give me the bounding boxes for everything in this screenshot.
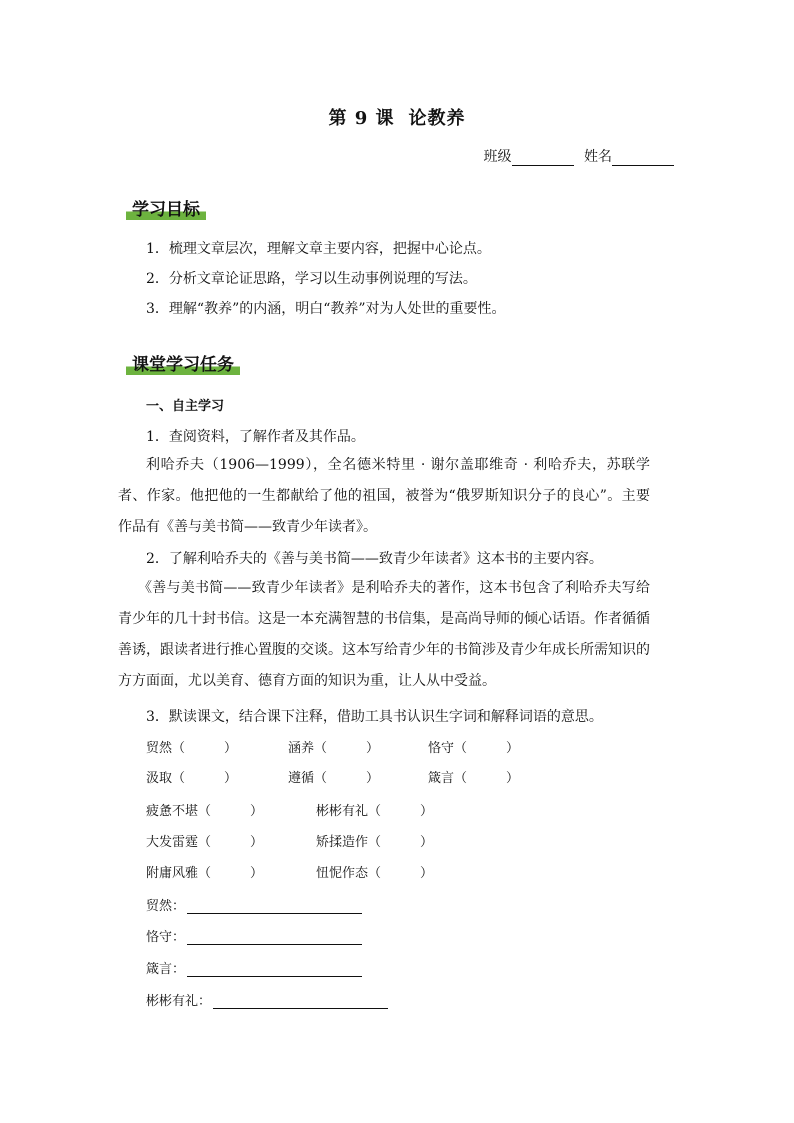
vocab-item: 大发雷霆（ ） [146, 835, 264, 850]
answer-line[interactable] [187, 963, 362, 977]
answer-line[interactable] [187, 900, 362, 914]
page-title [0, 104, 794, 130]
objective-item: 1．梳理文章层次，理解文章主要内容，把握中心论点。 [146, 241, 491, 257]
explain-row [146, 990, 388, 1009]
explain-label: 恪守： [146, 930, 186, 945]
lesson-name: 论教养 [408, 108, 466, 129]
explain-row [146, 895, 362, 914]
book-intro-paragraph: 《善与美书简——致青少年读者》是利哈乔夫的著作，这本书包含了利哈乔夫写给青少年的几十封书信。这是一本充满智慧的书信集，是高尚导师的倾心话语。作者循循善诱，跟读者进行推心置腹的交谈。这本写给青少年的书简涉及青少年成长所需知识的方方面面，尤以美育、德育方面的知识为重，让人从中受益。 [118, 580, 650, 689]
vocab-item: 疲惫不堪（ ） [146, 804, 264, 819]
vocab-item: 恪守（ ） [428, 741, 520, 756]
class-blank[interactable] [512, 151, 574, 166]
name-label: 姓名 [584, 149, 612, 165]
vocab-item: 附庸风雅（ ） [146, 866, 264, 881]
lesson-number: 第 9 课 [328, 108, 395, 129]
vocab-item: 彬彬有礼（ ） [316, 804, 434, 819]
task-1: 1．查阅资料，了解作者及其作品。 [146, 429, 365, 445]
explain-row [146, 958, 362, 977]
explain-label: 贸然： [146, 899, 186, 914]
author-intro-paragraph: 利哈乔夫（1906—1999），全名德米特里 · 谢尔盖耶维奇 · 利哈乔夫，苏联学者、作家。他把他的一生都献给了他的祖国，被誉为“俄罗斯知识分子的良心”。主要作品有《善与美书简——致青少年读者》。 [118, 457, 650, 535]
name-blank[interactable] [612, 151, 674, 166]
section-heading-tasks: 课堂学习任务 [126, 350, 240, 377]
explain-label: 箴言： [146, 962, 186, 977]
vocab-item: 忸怩作态（ ） [316, 866, 434, 881]
vocab-item: 箴言（ ） [428, 771, 520, 786]
answer-line[interactable] [187, 931, 362, 945]
objective-item: 3．理解“教养”的内涵，明白“教养”对为人处世的重要性。 [146, 301, 506, 317]
student-info-line [484, 146, 674, 166]
vocab-item: 遵循（ ） [288, 771, 380, 786]
objective-item: 2．分析文章论证思路，学习以生动事例说理的写法。 [146, 271, 477, 287]
class-label: 班级 [483, 149, 512, 165]
explain-row [146, 926, 362, 945]
vocab-item: 贸然（ ） [146, 741, 238, 756]
vocab-item: 汲取（ ） [146, 771, 238, 786]
vocab-item: 涵养（ ） [288, 741, 380, 756]
explain-label: 彬彬有礼： [146, 994, 212, 1009]
vocab-item: 矫揉造作（ ） [316, 835, 434, 850]
subsection-title: 一、自主学习 [146, 399, 225, 414]
section-heading-objectives: 学习目标 [126, 195, 206, 222]
answer-line[interactable] [213, 995, 388, 1009]
task-3: 3．默读课文，结合课下注释，借助工具书认识生字词和解释词语的意思。 [146, 709, 603, 725]
task-2: 2．了解利哈乔夫的《善与美书简——致青少年读者》这本书的主要内容。 [146, 551, 603, 567]
